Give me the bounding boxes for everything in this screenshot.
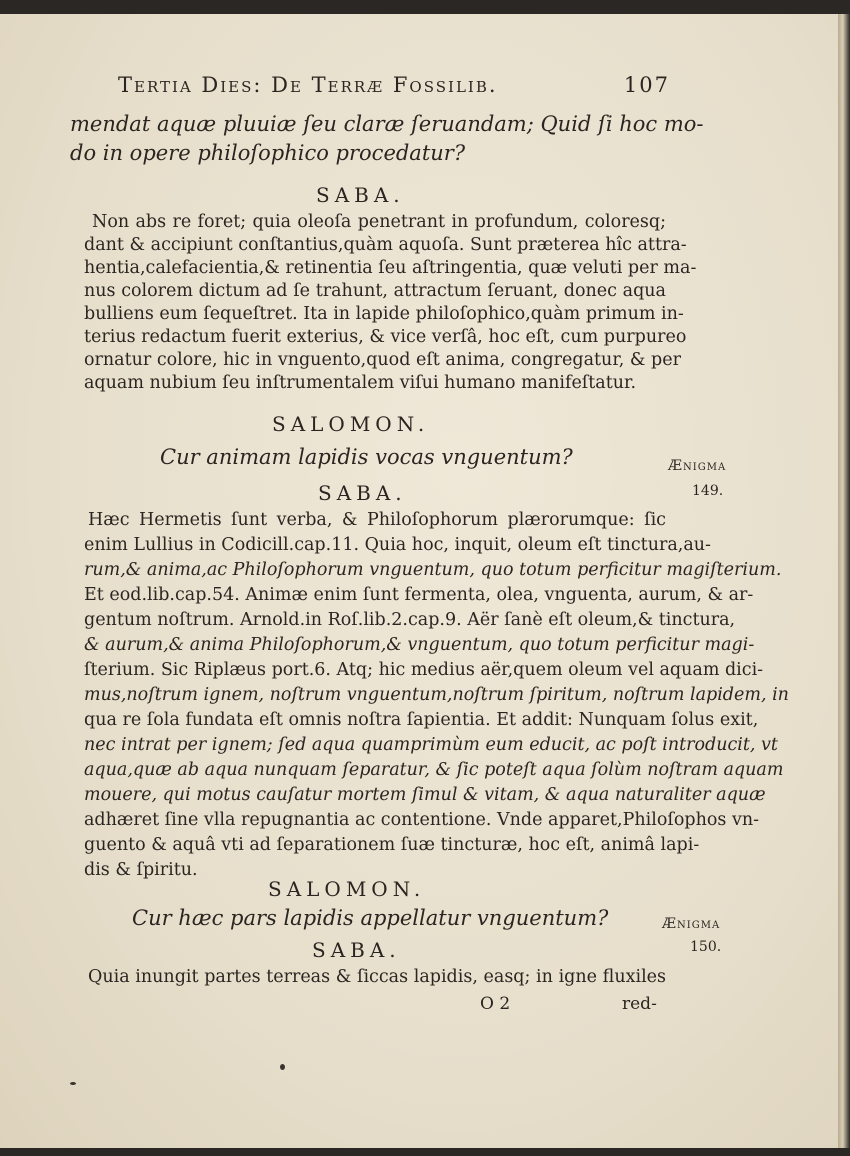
text-line: Hæc Hermetis ſunt verba, & Philoſophorum plærorumque: ſic bbox=[88, 510, 666, 530]
margin-enigma-label: Ænigma bbox=[662, 916, 721, 932]
running-header bbox=[118, 73, 670, 97]
speaker-heading: SABA. bbox=[312, 938, 401, 962]
text-line: terius redactum fuerit exterius, & vice verſâ, hoc eſt, cum purpureo bbox=[84, 327, 687, 347]
text-line: guento & aquâ vti ad ſeparationem ſuæ tincturæ, hoc eſt, animâ lapi- bbox=[84, 835, 700, 855]
speaker-heading: SALOMON. bbox=[268, 877, 426, 901]
text-line: hentia,calefacientia,& retinentia ſeu aſtringentia, quæ veluti per ma- bbox=[84, 258, 697, 278]
intro-question-line-1: mendat aquæ pluuiæ ſeu claræ ſeruandam; Quid ſi hoc mo- bbox=[70, 112, 704, 136]
ink-speck bbox=[70, 1082, 76, 1085]
page-number: 107 bbox=[623, 73, 670, 97]
text-line: mus,noſtrum ignem, noſtrum vnguentum,noſtrum ſpiritum, noſtrum lapidem, in bbox=[84, 685, 789, 705]
margin-enigma-number: 150. bbox=[690, 939, 722, 955]
catchword: red- bbox=[622, 994, 657, 1014]
text-line: qua re ſola fundata eſt omnis noſtra ſapientia. Et addit: Nunquam ſolus exit, bbox=[84, 710, 759, 730]
margin-enigma-label: Ænigma bbox=[668, 458, 727, 474]
text-line: dis & ſpiritu. bbox=[84, 860, 198, 880]
margin-enigma-number: 149. bbox=[692, 483, 724, 499]
text-line: gentum noſtrum. Arnold.in Roſ.lib.2.cap.9. Aër ſanè eſt oleum,& tinctura, bbox=[84, 610, 736, 630]
text-line: aquam nubium ſeu inſtrumentalem viſui humano manifeſtatur. bbox=[84, 373, 637, 393]
text-line: & aurum,& anima Philoſophorum,& vnguentum, quo totum perficitur magi- bbox=[84, 635, 755, 655]
running-title: Tertia Dies: De Terræ Fossilib. bbox=[118, 73, 498, 97]
text-line: enim Lullius in Codicill.cap.11. Quia hoc, inquit, oleum eſt tinctura,au- bbox=[84, 535, 711, 555]
page-edge bbox=[838, 14, 850, 1148]
speaker-heading: SALOMON. bbox=[272, 412, 430, 436]
salomon-question: Cur animam lapidis vocas vnguentum? bbox=[160, 445, 573, 469]
text-line: mouere, qui motus cauſatur mortem ſimul & vitam, & aqua naturaliter aquæ bbox=[84, 785, 766, 805]
text-line: ornatur colore, hic in vnguento,quod eſt anima, congregatur, & per bbox=[84, 350, 681, 370]
text-line: Et eod.lib.cap.54. Animæ enim ſunt fermenta, olea, vnguenta, aurum, & ar- bbox=[84, 585, 754, 605]
salomon-question: Cur hæc pars lapidis appellatur vnguentum? bbox=[132, 906, 609, 930]
text-line: adhæret ſine vlla repugnantia ac contentione. Vnde apparet,Philoſophos vn- bbox=[84, 810, 760, 830]
page-bottom-edge bbox=[0, 1148, 850, 1156]
intro-question-line-2: do in opere philoſophico procedatur? bbox=[70, 141, 466, 165]
text-line: ſterium. Sic Riplæus port.6. Atq; hic medius aër,quem oleum vel aquam dici- bbox=[84, 660, 764, 680]
text-line: bulliens eum ſequeſtret. Ita in lapide philoſophico,quàm primum in- bbox=[84, 304, 684, 324]
text-line: nec intrat per ignem; ſed aqua quamprimùm eum educit, ac poſt introducit, vt bbox=[84, 735, 778, 755]
text-line: Quia inungit partes terreas & ſiccas lapidis, easq; in igne fluxiles bbox=[88, 967, 666, 987]
text-line: rum,& anima,ac Philoſophorum vnguentum, quo totum perficitur magiſterium. bbox=[84, 560, 782, 580]
speaker-heading: SABA. bbox=[316, 183, 405, 207]
text-line: nus colorem dictum ad ſe trahunt, attractum ſeruant, donec aqua bbox=[84, 281, 666, 301]
speaker-heading: SABA. bbox=[318, 481, 407, 505]
signature-mark: O 2 bbox=[480, 994, 511, 1014]
ink-speck bbox=[280, 1064, 285, 1070]
text-line: dant & accipiunt conſtantius,quàm aquoſa. Sunt præterea hîc attra- bbox=[84, 235, 687, 255]
text-line: aqua,quæ ab aqua nunquam ſeparatur, & ſic poteſt aqua ſolùm noſtram aquam bbox=[84, 760, 784, 780]
text-line: Non abs re foret; quia oleoſa penetrant in profundum, coloresq; bbox=[92, 212, 666, 232]
